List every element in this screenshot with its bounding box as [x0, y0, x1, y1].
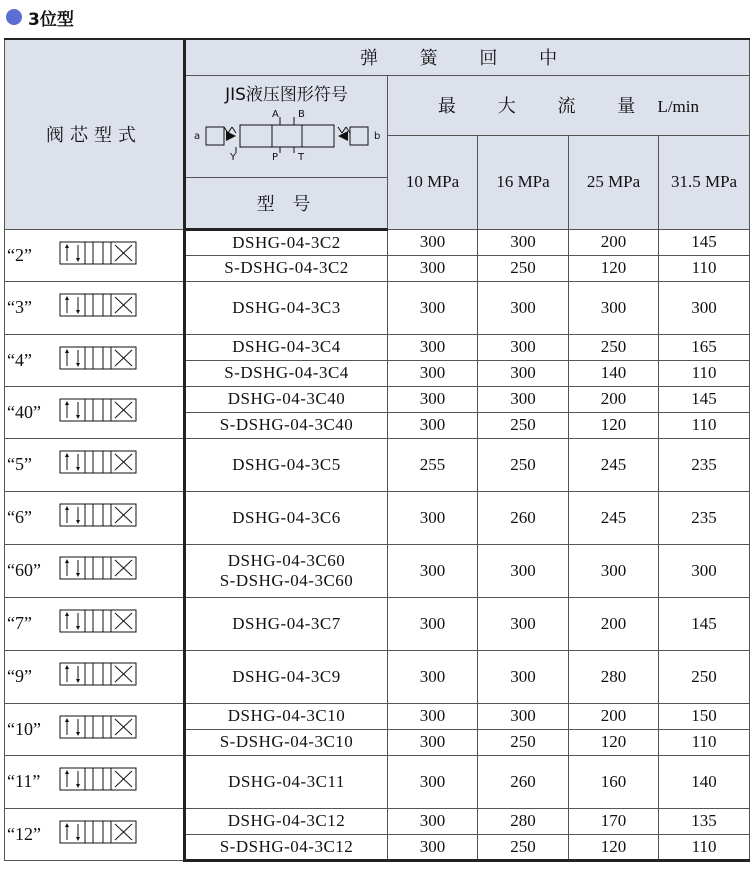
- flow-cell-0: 300: [388, 281, 478, 334]
- flow-cell-0: 300: [388, 334, 478, 360]
- model-cell: S-DSHG-04-3C2: [185, 255, 388, 281]
- flow-cell-0: 300: [388, 412, 478, 438]
- model-cell: S-DSHG-04-3C12: [185, 834, 388, 860]
- flow-cell-1: 260: [478, 491, 569, 544]
- spool-type-cell: [5, 703, 185, 755]
- flow-cell-3: 135: [659, 808, 750, 834]
- flow-cell-1: 280: [478, 808, 569, 834]
- flow-cell-3: 110: [659, 255, 750, 281]
- flow-cell-0: 300: [388, 544, 478, 597]
- spool-type-label: “7”: [7, 613, 32, 633]
- spring-center-header: [185, 39, 750, 75]
- spool-type-label: “60”: [7, 560, 41, 580]
- spring-center-header-text: 弹 簧 回 中: [359, 48, 576, 70]
- spool-type-label: “9”: [7, 666, 32, 686]
- port-label-a-upper: A: [271, 108, 279, 120]
- spool-type-cell: [5, 229, 185, 281]
- section-title-text: 3位型: [28, 9, 74, 30]
- model-cell: DSHG-04-3C4: [185, 334, 388, 360]
- flow-cell-0: 300: [388, 255, 478, 281]
- flow-cell-2: 200: [569, 386, 659, 412]
- flow-cell-0: 300: [388, 597, 478, 650]
- flow-cell-0: 300: [388, 491, 478, 544]
- model-header: [185, 177, 388, 229]
- spool-type-label: “10”: [7, 718, 41, 739]
- spool-3-symbol: [59, 293, 137, 317]
- flow-cell-2: 120: [569, 834, 659, 860]
- table-row: [5, 229, 750, 255]
- flow-cell-0: 300: [388, 834, 478, 860]
- flow-cell-3: 145: [659, 229, 750, 255]
- model-cell: DSHG-04-3C7: [185, 597, 388, 650]
- port-label-t: T: [297, 151, 304, 163]
- spool-4-symbol: [59, 346, 137, 370]
- flow-cell-3: 110: [659, 729, 750, 755]
- table-row: [5, 703, 750, 729]
- spool-7-symbol: [59, 609, 137, 633]
- port-label-a-lower: a: [193, 130, 200, 142]
- flow-cell-2: 160: [569, 755, 659, 808]
- spool-type-label: “2”: [7, 244, 32, 265]
- jis-valve-symbol-icon: [192, 107, 382, 165]
- spool-40-symbol: [59, 398, 137, 422]
- pressure-header-3: 31.5 MPa: [659, 135, 750, 229]
- flow-cell-3: 300: [659, 281, 750, 334]
- flow-cell-2: 280: [569, 650, 659, 703]
- spool-type-cell: [5, 597, 185, 650]
- flow-cell-3: 110: [659, 360, 750, 386]
- flow-cell-3: 150: [659, 703, 750, 729]
- spool-type-cell: [5, 808, 185, 860]
- flow-cell-0: 255: [388, 438, 478, 491]
- spool-type-cell: [5, 755, 185, 808]
- table-row: [5, 650, 750, 703]
- flow-cell-0: 300: [388, 808, 478, 834]
- flow-cell-1: 300: [478, 650, 569, 703]
- spec-table-wrap: [4, 38, 749, 876]
- flow-cell-0: 300: [388, 386, 478, 412]
- spool-9-symbol: [59, 662, 137, 686]
- model-cell: DSHG-04-3C11: [185, 755, 388, 808]
- spool-2-symbol: [59, 241, 137, 265]
- port-label-b-upper: B: [297, 108, 305, 120]
- flow-cell-3: 250: [659, 650, 750, 703]
- flow-cell-1: 250: [478, 438, 569, 491]
- table-row: [5, 755, 750, 808]
- jis-symbol-header: [185, 75, 388, 177]
- spool-type-label: “4”: [7, 349, 32, 370]
- flow-cell-3: 235: [659, 491, 750, 544]
- jis-symbol-header-text: JIS液压图形符号: [225, 84, 348, 105]
- flow-cell-1: 260: [478, 755, 569, 808]
- spool-6-symbol: [59, 503, 137, 527]
- flow-cell-1: 300: [478, 229, 569, 255]
- model-cell: S-DSHG-04-3C40: [185, 412, 388, 438]
- spool-type-cell: [5, 334, 185, 386]
- table-row: [5, 808, 750, 834]
- spool-5-symbol: [59, 450, 137, 474]
- spool-type-label: “11”: [7, 771, 41, 791]
- spool-type-header-text: 阀芯型式: [46, 125, 142, 147]
- flow-cell-2: 250: [569, 334, 659, 360]
- spool-type-label: “3”: [7, 297, 32, 317]
- max-flow-header-text: 最 大 流 量: [438, 96, 654, 117]
- flow-cell-1: 300: [478, 281, 569, 334]
- flow-cell-1: 300: [478, 334, 569, 360]
- flow-cell-1: 250: [478, 412, 569, 438]
- section-title: [6, 4, 74, 30]
- flow-cell-2: 300: [569, 544, 659, 597]
- pressure-header-0: 10 MPa: [388, 135, 478, 229]
- spool-type-cell: [5, 281, 185, 334]
- flow-cell-2: 300: [569, 281, 659, 334]
- flow-cell-1: 300: [478, 597, 569, 650]
- flow-cell-0: 300: [388, 755, 478, 808]
- flow-cell-1: 300: [478, 386, 569, 412]
- model-cell: DSHG-04-3C60 S-DSHG-04-3C60: [185, 544, 388, 597]
- flow-cell-2: 120: [569, 729, 659, 755]
- spool-type-label: “40”: [7, 401, 41, 422]
- flow-cell-1: 250: [478, 729, 569, 755]
- table-row: [5, 334, 750, 360]
- flow-cell-2: 200: [569, 703, 659, 729]
- flow-cell-3: 235: [659, 438, 750, 491]
- flow-cell-2: 120: [569, 412, 659, 438]
- model-header-text: 型 号: [256, 193, 317, 215]
- table-row: [5, 281, 750, 334]
- flow-cell-2: 120: [569, 255, 659, 281]
- flow-cell-2: 200: [569, 597, 659, 650]
- flow-cell-1: 300: [478, 360, 569, 386]
- flow-cell-3: 165: [659, 334, 750, 360]
- pressure-header-1: 16 MPa: [478, 135, 569, 229]
- spool-60-symbol: [59, 556, 137, 580]
- model-cell: S-DSHG-04-3C4: [185, 360, 388, 386]
- port-label-p: P: [271, 151, 278, 163]
- flow-cell-0: 300: [388, 229, 478, 255]
- table-row: [5, 491, 750, 544]
- spool-11-symbol: [59, 767, 137, 791]
- pressure-header-2: 25 MPa: [569, 135, 659, 229]
- flow-cell-1: 300: [478, 703, 569, 729]
- flow-cell-3: 140: [659, 755, 750, 808]
- spool-10-symbol: [59, 715, 137, 739]
- port-label-y: Y: [229, 151, 236, 163]
- model-cell: DSHG-04-3C10: [185, 703, 388, 729]
- flow-cell-0: 300: [388, 729, 478, 755]
- flow-cell-1: 250: [478, 255, 569, 281]
- spool-type-cell: [5, 491, 185, 544]
- flow-cell-2: 245: [569, 438, 659, 491]
- flow-cell-0: 300: [388, 703, 478, 729]
- flow-cell-3: 145: [659, 597, 750, 650]
- model-cell: DSHG-04-3C2: [185, 229, 388, 255]
- spool-type-cell: [5, 438, 185, 491]
- spool-type-cell: [5, 650, 185, 703]
- spool-type-label: “6”: [7, 507, 32, 527]
- spool-type-cell: [5, 386, 185, 438]
- spool-12-symbol: [59, 820, 137, 844]
- flow-cell-3: 145: [659, 386, 750, 412]
- flow-unit: L/min: [657, 97, 700, 116]
- flow-cell-0: 300: [388, 360, 478, 386]
- model-cell: DSHG-04-3C5: [185, 438, 388, 491]
- flow-cell-1: 300: [478, 544, 569, 597]
- flow-cell-2: 170: [569, 808, 659, 834]
- port-label-b-lower: b: [373, 130, 380, 142]
- model-cell: S-DSHG-04-3C10: [185, 729, 388, 755]
- flow-cell-3: 110: [659, 412, 750, 438]
- model-cell: DSHG-04-3C3: [185, 281, 388, 334]
- model-cell: DSHG-04-3C12: [185, 808, 388, 834]
- spec-table: [4, 38, 750, 862]
- spool-type-label: “5”: [7, 454, 32, 474]
- table-row: [5, 386, 750, 412]
- table-row: [5, 544, 750, 597]
- flow-cell-3: 110: [659, 834, 750, 860]
- flow-cell-2: 200: [569, 229, 659, 255]
- flow-cell-2: 140: [569, 360, 659, 386]
- table-row: [5, 438, 750, 491]
- table-row: [5, 597, 750, 650]
- model-cell: DSHG-04-3C6: [185, 491, 388, 544]
- max-flow-header: [388, 75, 750, 135]
- spool-type-cell: [5, 544, 185, 597]
- flow-cell-0: 300: [388, 650, 478, 703]
- model-cell: DSHG-04-3C9: [185, 650, 388, 703]
- model-cell: DSHG-04-3C40: [185, 386, 388, 412]
- flow-cell-3: 300: [659, 544, 750, 597]
- spool-type-header: [5, 39, 185, 229]
- spool-type-label: “12”: [7, 823, 41, 844]
- flow-cell-2: 245: [569, 491, 659, 544]
- bullet-dot-icon: [6, 9, 22, 25]
- flow-cell-1: 250: [478, 834, 569, 860]
